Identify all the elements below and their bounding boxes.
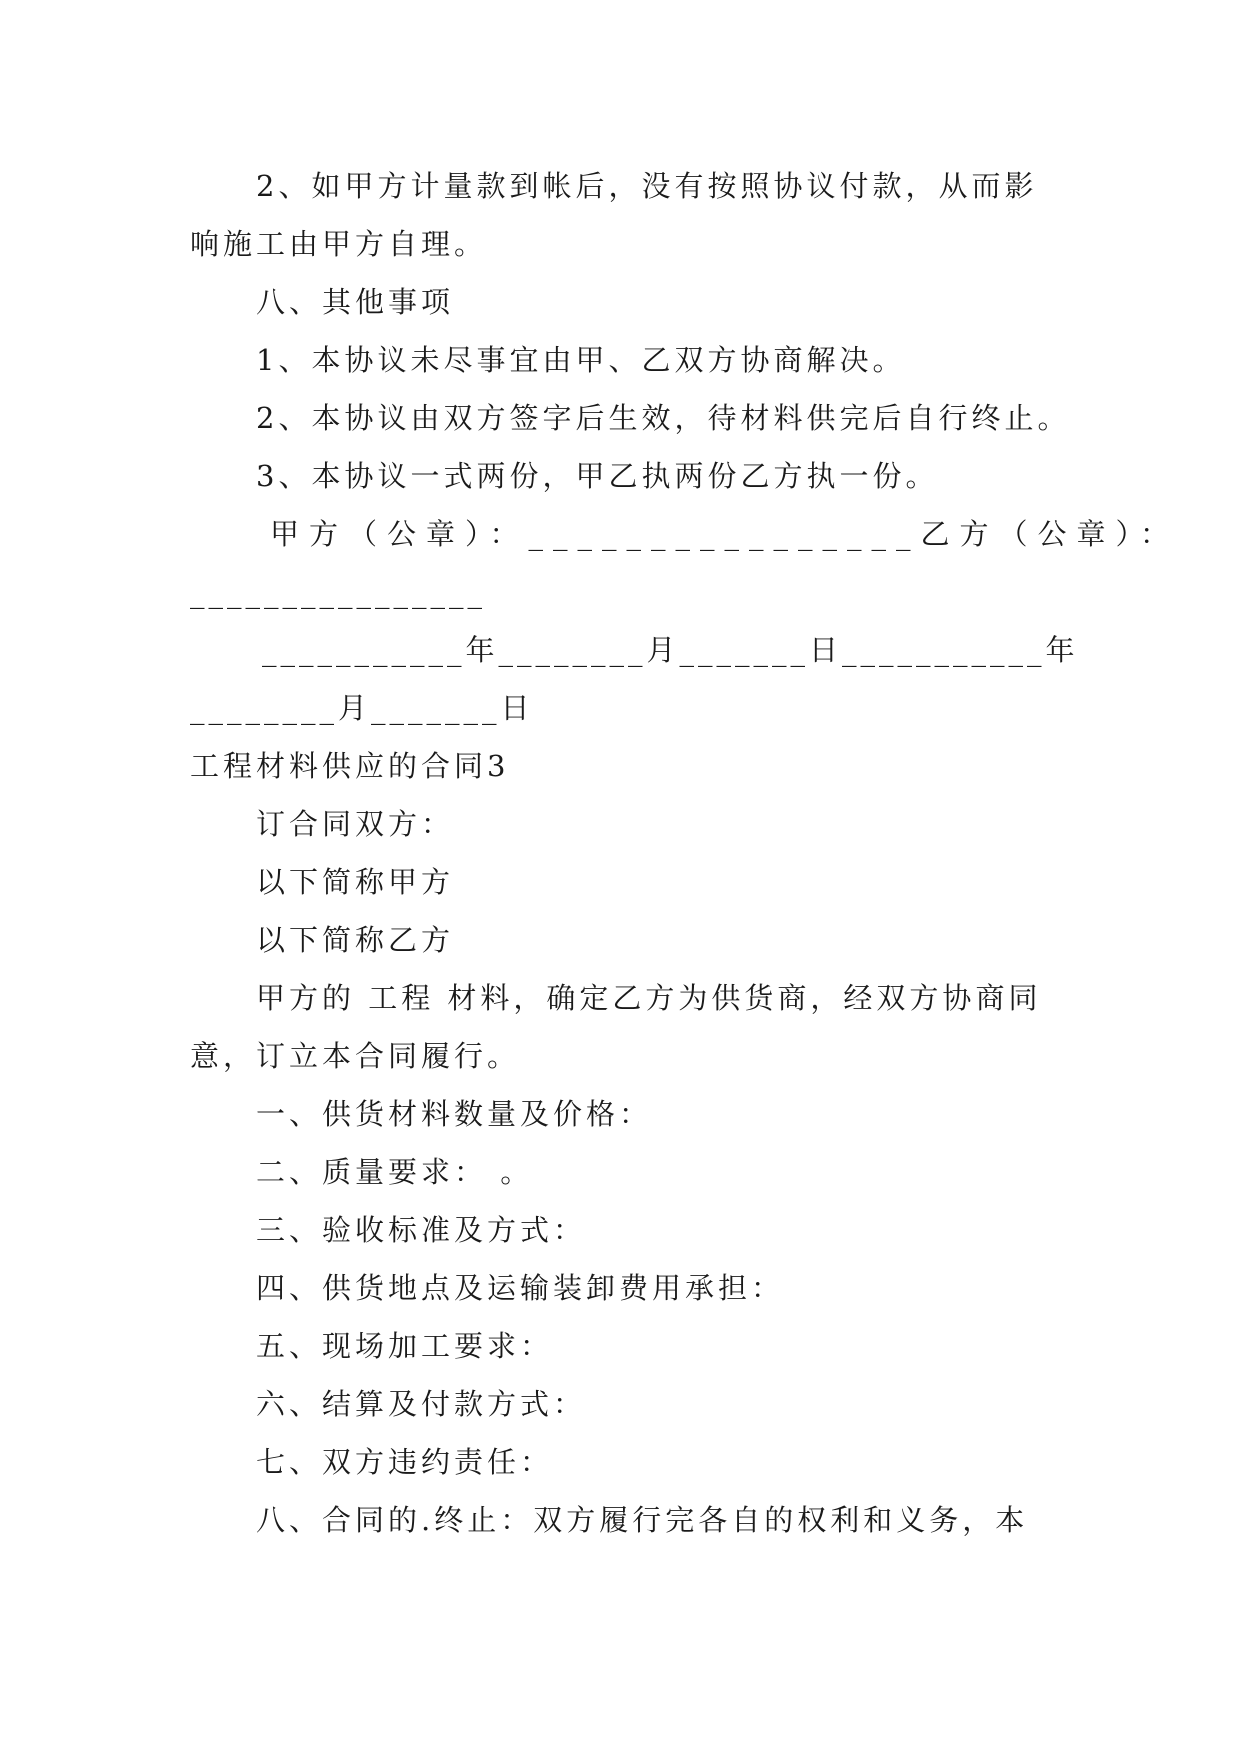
contract-line: 甲方的 工程 材料，确定乙方为供货商，经双方协商同 (256, 981, 1042, 1015)
contract-clause: 二、质量要求： 。 (256, 1155, 534, 1189)
contract-clause: 六、结算及付款方式： (256, 1387, 587, 1421)
paragraph-line: 3、本协议一式两份，甲乙执两份乙方执一份。 (256, 459, 939, 493)
contract-clause: 四、供货地点及运输装卸费用承担： (256, 1271, 785, 1305)
contract-line: 以下简称乙方 (256, 923, 455, 957)
paragraph-line: 2、如甲方计量款到帐后，没有按照协议付款，从而影 (256, 169, 1038, 203)
contract-clause: 七、双方违约责任： (256, 1445, 554, 1479)
paragraph-line: 响施工由甲方自理。 (190, 227, 488, 261)
contract-line: 意，订立本合同履行。 (190, 1039, 521, 1073)
date-line: ________月_______日 (190, 691, 534, 725)
paragraph-line: 2、本协议由双方签字后生效，待材料供完后自行终止。 (256, 401, 1071, 435)
contract-clause: 三、验收标准及方式： (256, 1213, 587, 1247)
section-title: 工程材料供应的合同3 (190, 749, 510, 783)
signature-underline: ________________ (190, 575, 486, 609)
paragraph-line: 1、本协议未尽事宜由甲、乙双方协商解决。 (256, 343, 906, 377)
contract-line: 订合同双方： (256, 807, 455, 841)
contract-clause: 八、合同的.终止：双方履行完各自的权利和义务，本 (256, 1503, 1029, 1537)
section-heading: 八、其他事项 (256, 285, 455, 319)
contract-clause: 五、现场加工要求： (256, 1329, 554, 1363)
signature-line: 甲方（公章）：________________乙方（公章）： (270, 517, 1180, 551)
contract-line: 以下简称甲方 (256, 865, 455, 899)
date-line: ___________年________月_______日___________年 (262, 633, 1079, 667)
contract-clause: 一、供货材料数量及价格： (256, 1097, 653, 1131)
